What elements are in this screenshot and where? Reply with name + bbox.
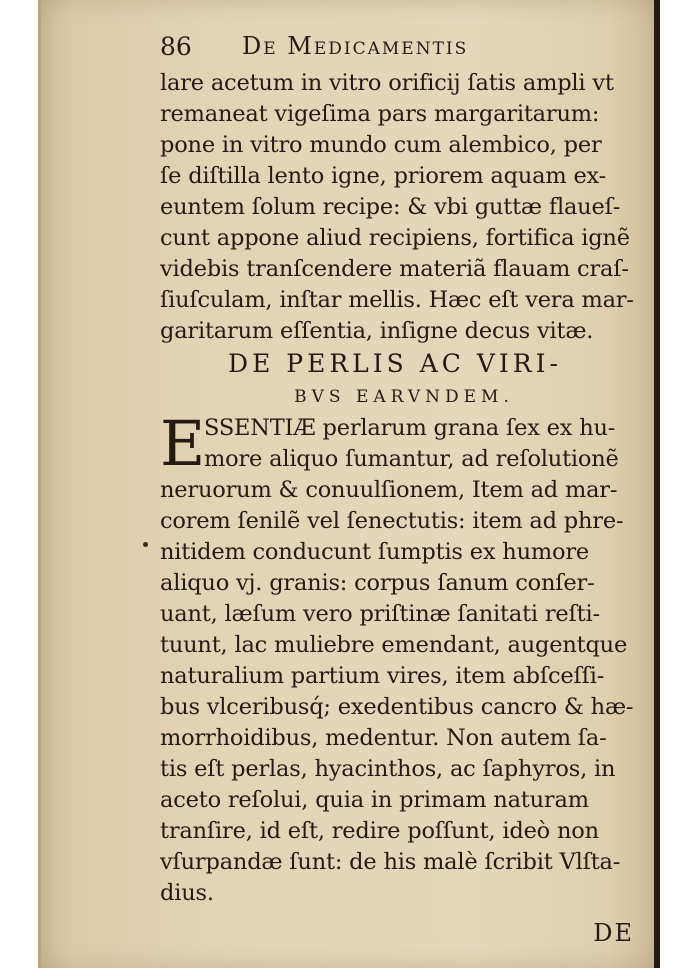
text-line: neruorum & conuulſionem, Item ad mar- <box>160 477 618 503</box>
text-line: aceto reſolui, quia in primam naturam <box>160 787 589 813</box>
text-line: ſiuſculam, inſtar mellis. Hæc eſt vera mar- <box>160 287 634 313</box>
text-line: euntem ſolum recipe: & vbi guttæ flaueſ- <box>160 194 621 220</box>
page-number: 86 <box>160 32 192 61</box>
text-line: videbis tranſcendere materiã flauam craſ- <box>160 256 629 282</box>
text-line: uant, læſum vero priſtinæ ſanitati reſti- <box>160 601 600 627</box>
margin-mark <box>143 542 148 547</box>
text-line: remaneat vigeſima pars margaritarum: <box>160 101 600 127</box>
text-line: bus vlceribusq́; exedentibus cancro & hæ- <box>160 694 634 720</box>
text-line: vſurpandæ ſunt: de his malè ſcribit Vlſta- <box>160 849 621 875</box>
text-line: dius. <box>160 880 214 906</box>
text-line: pone in vitro mundo cum alembico, per <box>160 132 602 158</box>
running-title: De Medicamentis <box>242 32 469 60</box>
section-subheading: BVS EARVNDEM. <box>294 387 514 407</box>
text-line: morrhoidibus, medentur. Non autem ſa- <box>160 725 607 751</box>
text-line: ſe diſtilla lento igne, priorem aquam ex- <box>160 163 607 189</box>
text-line: aliquo vj. granis: corpus ſanum conſer- <box>160 570 595 596</box>
text-line: corem ſenilẽ vel ſenectutis: item ad phre- <box>160 508 624 534</box>
text-line: tis eſt perlas, hyacinthos, ac ſaphyros, in <box>160 756 616 782</box>
text-line: cunt appone aliud recipiens, fortifica ignẽ <box>160 225 630 251</box>
text-line: SSENTIÆ perlarum grana ſex ex hu- <box>204 415 616 441</box>
page-right-edge-shadow <box>654 0 660 968</box>
page-left-edge <box>38 0 41 968</box>
drop-cap: E <box>160 407 206 480</box>
text-line: tuunt, lac muliebre emendant, augentque <box>160 632 628 658</box>
page-header <box>160 28 634 68</box>
catchword: DE <box>593 919 634 947</box>
text-line: naturalium partium vires, item abſceſſi- <box>160 663 605 689</box>
section-heading: DE PERLIS AC VIRI- <box>228 349 562 378</box>
text-line: more aliquo ſumantur, ad reſolutionẽ <box>204 446 619 472</box>
text-line: tranſire, id eſt, redire poſſunt, ideò non <box>160 818 599 844</box>
text-line: nitidem conducunt ſumptis ex humore <box>160 539 590 565</box>
text-line: lare acetum in vitro orificij ſatis ampli vt <box>160 70 614 96</box>
text-block <box>160 28 634 957</box>
section-1-text <box>160 68 634 347</box>
text-line: garitarum eſſentia, inſigne decus vitæ. <box>160 318 594 344</box>
section-2-text <box>160 407 634 909</box>
